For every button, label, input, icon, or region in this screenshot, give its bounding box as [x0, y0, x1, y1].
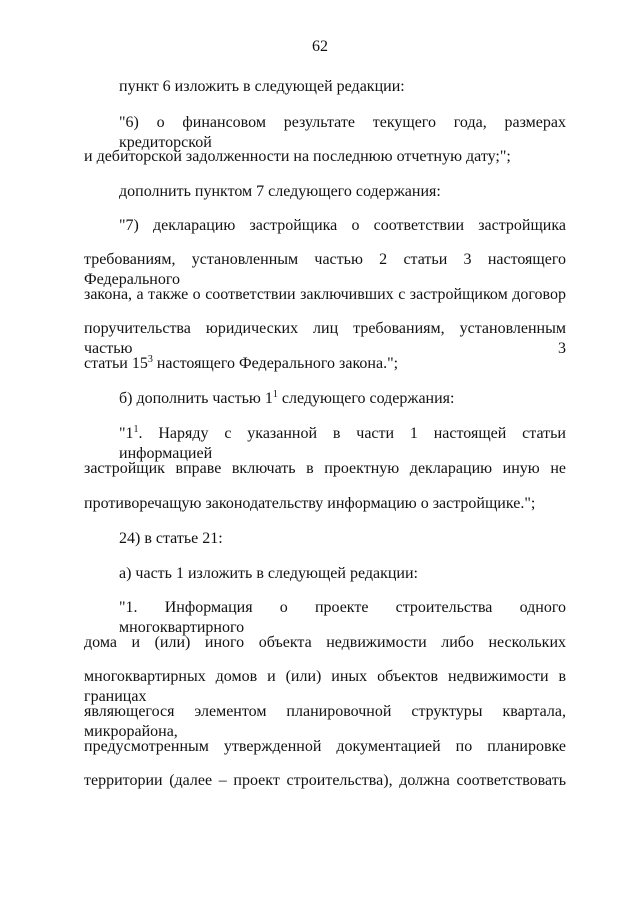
text-line: "1. Информация о проекте строительства одного многоквартирного [119, 599, 566, 636]
text-line: требованиям, установленным частью 2 статьи 3 настоящего Федерального [84, 251, 566, 288]
page-number: 62 [312, 38, 328, 55]
text-line [84, 354, 566, 374]
text-fragment: следующего содержания: [277, 390, 455, 407]
text-line: а) часть 1 изложить в следующей редакции: [119, 565, 418, 582]
text-line: дома и (или) иного объекта недвижимости либо нескольких [84, 634, 566, 651]
text-line: "6) о финансовом результате текущего года, размерах кредиторской [119, 114, 566, 151]
text-line: поручительства юридических лиц требованиям, установленным частью 3 [84, 320, 566, 357]
superscript: 1 [133, 424, 139, 435]
text-line: закона, а также о соответствии заключивших с застройщиком договор [84, 286, 566, 303]
superscript: 3 [147, 354, 153, 365]
text-line: многоквартирных домов и (или) иных объектов недвижимости в границах [84, 668, 566, 705]
superscript: 1 [272, 389, 278, 400]
text-line: дополнить пунктом 7 следующего содержания: [119, 183, 441, 200]
text-line: являющегося элементом планировочной структуры квартала, микрорайона, [84, 703, 566, 740]
text-fragment: б) дополнить частью 1 [119, 390, 273, 407]
text-line: и дебиторской задолженности на последнюю отчетную дату;"; [84, 148, 511, 165]
text-fragment: настоящего Федерального закона."; [152, 355, 399, 372]
text-line [119, 424, 566, 464]
text-line: 24) в статье 21: [119, 530, 223, 547]
text-line: предусмотренным утвержденной документацией по планировке [84, 738, 566, 755]
text-fragment: . Наряду с указанной в части 1 настоящей статьи информацией [119, 425, 566, 462]
text-line: пункт 6 изложить в следующей редакции: [119, 78, 405, 95]
text-fragment: статьи 15 [84, 355, 148, 372]
text-fragment: "1 [119, 425, 134, 442]
text-line: застройщик вправе включать в проектную декларацию иную не [84, 460, 566, 477]
text-line [119, 389, 566, 409]
text-line: противоречащую законодательству информацию о застройщике."; [84, 495, 536, 512]
text-line: территории (далее – проект строительства), должна соответствовать [84, 772, 566, 789]
text-line: "7) декларацию застройщика о соответствии застройщика [119, 217, 566, 234]
